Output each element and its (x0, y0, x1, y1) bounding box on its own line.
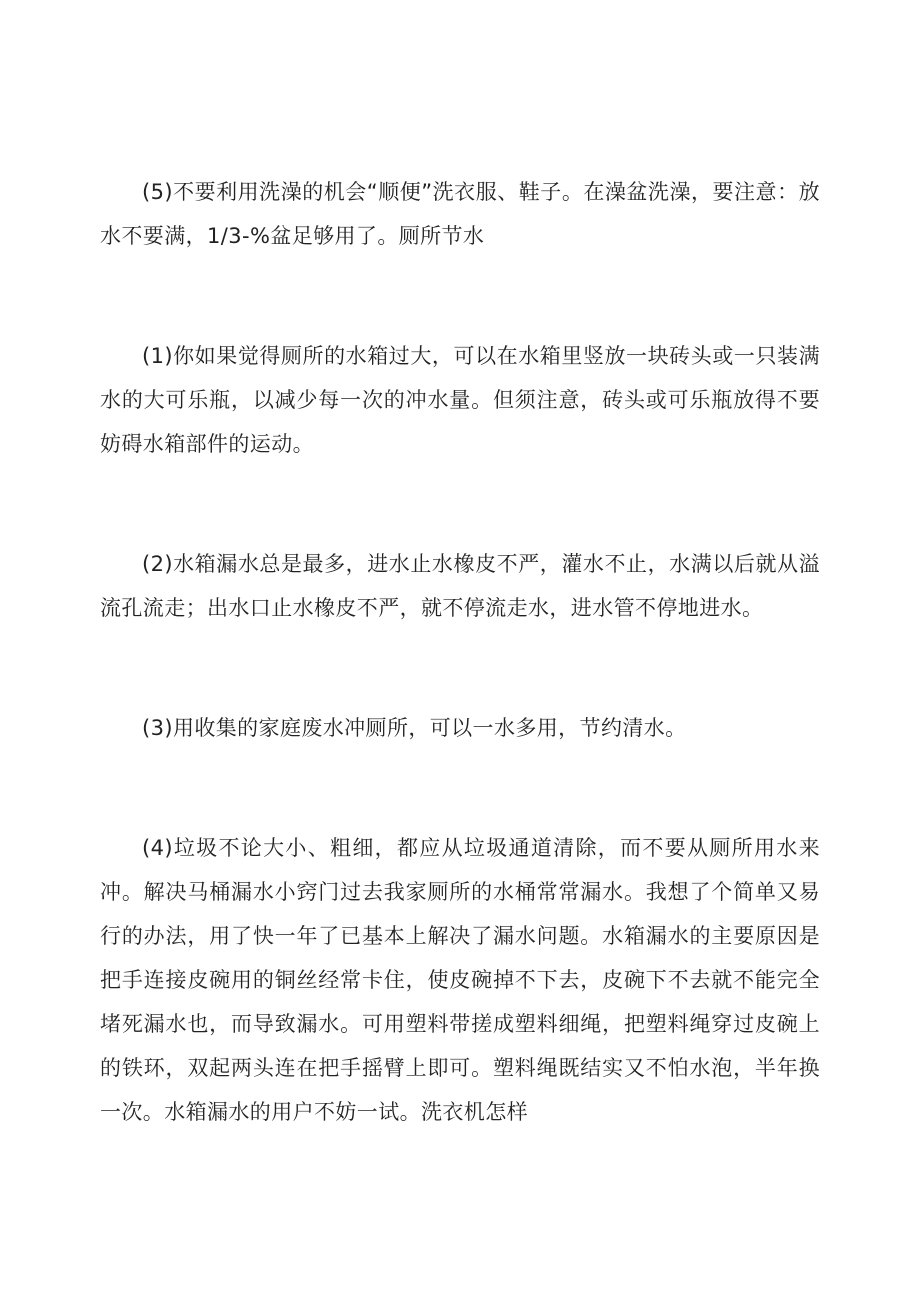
paragraph-toilet-tip-1: (1)你如果觉得厕所的水箱过大，可以在水箱里竖放一块砖头或一只装满水的大可乐瓶，以减少每一次的冲水量。但须注意，砖头或可乐瓶放得不要妨碍水箱部件的运动。 (100, 344, 820, 456)
paragraph-toilet-tip-4: (4)垃圾不论大小、粗细，都应从垃圾通道清除，而不要从厕所用水来冲。解决马桶漏水小窍门过去我家厕所的水桶常常漏水。我想了个简单又易行的办法，用了快一年了已基本上解决了漏水问题。水箱漏水的主要原因是把手连接皮碗用的铜丝经常卡住，使皮碗掉不下去，皮碗下不去就不能完全堵死漏水也，而导致漏水。可用塑料带搓成塑料细绳，把塑料绳穿过皮碗上的铁环，双起两头连在把手摇臂上即可。塑料绳既结实又不怕水泡，半年换一次。水箱漏水的用户不妨一试。洗衣机怎样 (100, 836, 820, 1124)
paragraph-toilet-tip-2: (2)水箱漏水总是最多，进水止水橡皮不严，灌水不止，水满以后就从溢流孔流走；出水口止水橡皮不严，就不停流走水，进水管不停地进水。 (100, 552, 820, 620)
paragraph-bath-tip-5: (5)不要利用洗澡的机会“顺便”洗衣服、鞋子。在澡盆洗澡，要注意：放水不要满，1/3-%盆足够用了。厕所节水 (100, 180, 820, 248)
document-body (100, 170, 820, 1134)
paragraph-toilet-tip-3: (3)用收集的家庭废水冲厕所，可以一水多用，节约清水。 (142, 716, 687, 740)
